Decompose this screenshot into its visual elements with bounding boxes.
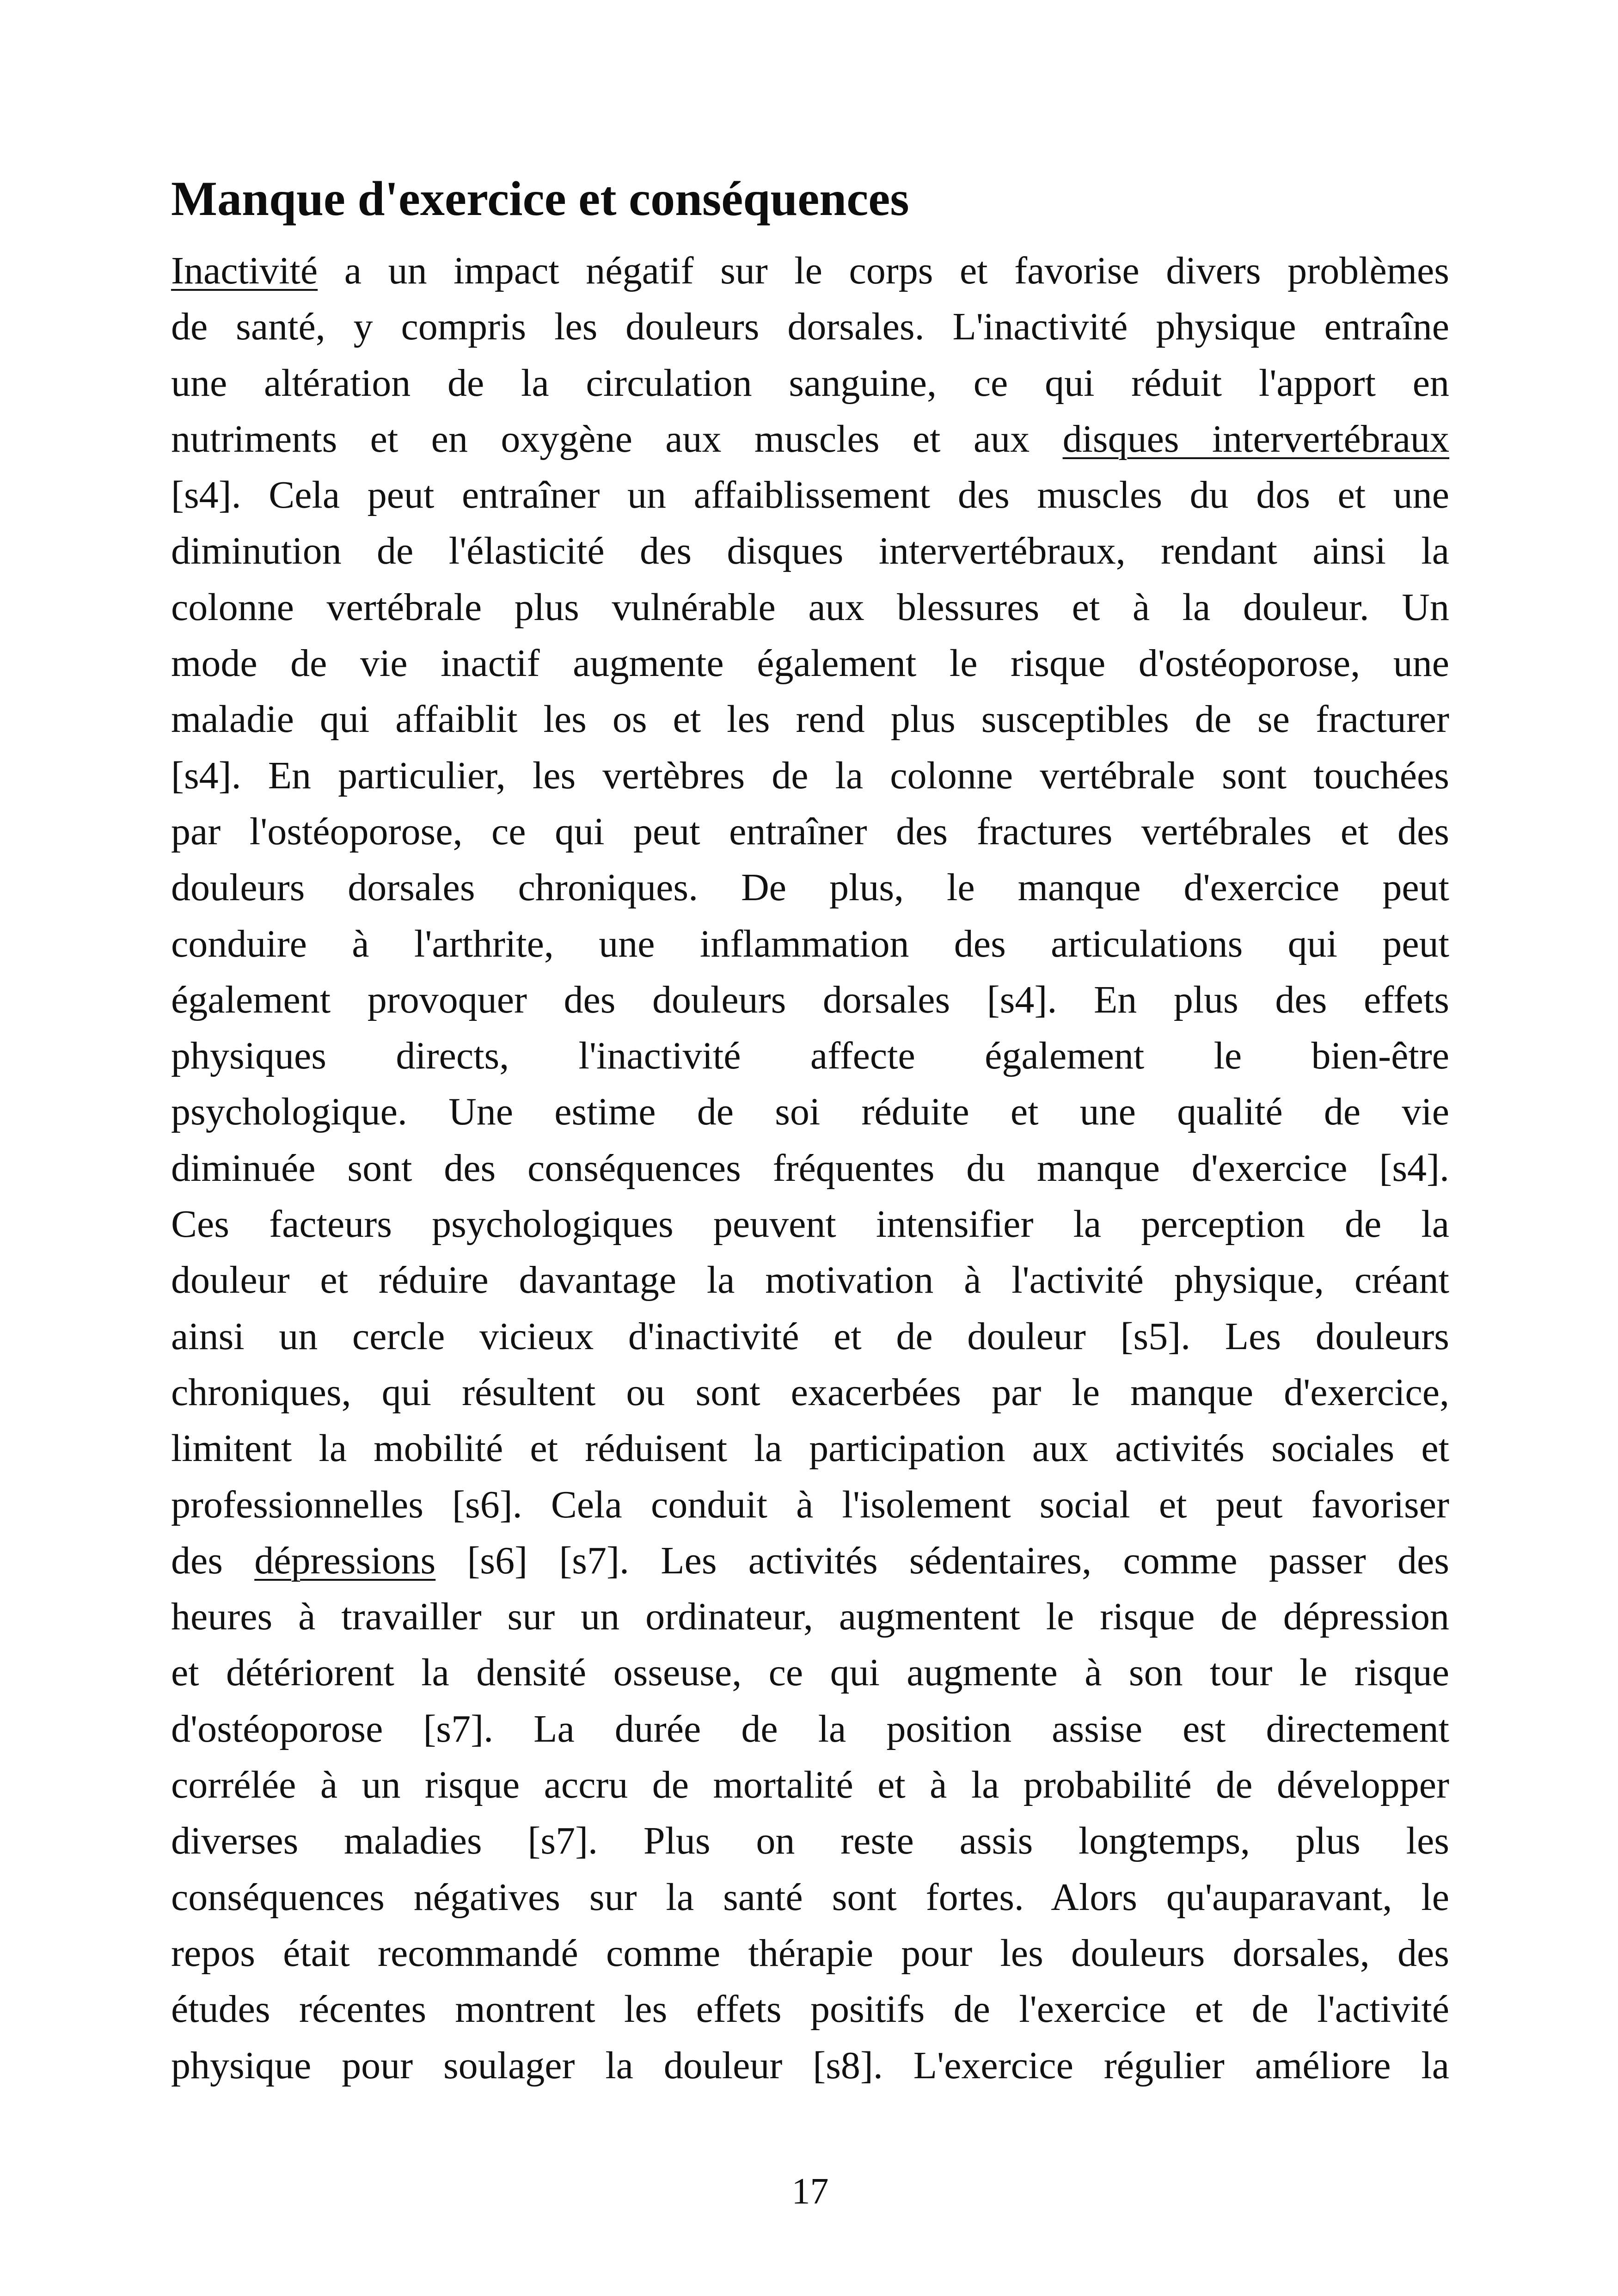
glossary-link[interactable]: disques intervertébraux <box>1062 417 1449 460</box>
text-run: Ces facteurs psychologiques peuvent intensifier la perception de la <box>171 1203 1449 1246</box>
text-run: diminution de l'élasticité des disques intervertébraux, rendant ainsi la <box>171 529 1449 573</box>
text-line <box>171 1140 1449 1196</box>
text-run: chroniques, qui résultent ou sont exacerbées par le manque d'exercice, <box>171 1370 1449 1414</box>
text-run: psychologique. Une estime de soi réduite et une qualité de vie <box>171 1090 1449 1134</box>
document-page <box>171 0 1449 2296</box>
text-run: repos était recommandé comme thérapie pour les douleurs dorsales, des <box>171 1931 1449 1975</box>
glossary-link[interactable]: Inactivité <box>171 249 318 292</box>
text-line <box>171 1757 1449 1813</box>
text-line <box>171 691 1449 747</box>
text-run: de santé, y compris les douleurs dorsales. L'inactivité physique entraîne <box>171 305 1449 349</box>
text-run: douleurs dorsales chroniques. De plus, le manque d'exercice peut <box>171 866 1449 909</box>
text-run: des <box>171 1539 255 1582</box>
text-run: par l'ostéoporose, ce qui peut entraîner des fractures vertébrales et des <box>171 810 1449 853</box>
section-heading: Manque d'exercice et conséquences <box>171 172 909 226</box>
text-line <box>171 1589 1449 1645</box>
text-line <box>171 1308 1449 1364</box>
text-run: limitent la mobilité et réduisent la participation aux activités sociales et <box>171 1427 1449 1470</box>
text-run: une altération de la circulation sanguine, ce qui réduit l'apport en <box>171 361 1449 405</box>
text-line <box>171 1420 1449 1476</box>
glossary-link[interactable]: dépressions <box>254 1539 436 1582</box>
text-run: nutriments et en oxygène aux muscles et aux <box>171 417 1063 460</box>
text-run: [s4]. En particulier, les vertèbres de la colonne vertébrale sont touchées <box>171 754 1449 797</box>
text-line <box>171 411 1449 467</box>
text-run: diverses maladies [s7]. Plus on reste assis longtemps, plus les <box>171 1819 1449 1863</box>
text-line <box>171 916 1449 972</box>
text-line <box>171 1813 1449 1869</box>
text-run: douleur et réduire davantage la motivation à l'activité physique, créant <box>171 1259 1449 1302</box>
text-run: heures à travailler sur un ordinateur, augmentent le risque de dépression <box>171 1595 1449 1639</box>
text-line <box>171 748 1449 804</box>
text-line <box>171 972 1449 1028</box>
text-run: physiques directs, l'inactivité affecte également le bien-être <box>171 1034 1449 1078</box>
text-line <box>171 804 1449 859</box>
text-run: ainsi un cercle vicieux d'inactivité et de douleur [s5]. Les douleurs <box>171 1314 1449 1358</box>
text-line <box>171 635 1449 691</box>
text-line <box>171 1981 1449 2037</box>
text-run: a un impact négatif sur le corps et favorise divers problèmes <box>318 249 1449 292</box>
text-line <box>171 243 1449 299</box>
text-run: diminuée sont des conséquences fréquentes du manque d'exercice [s4]. <box>171 1146 1449 1190</box>
text-line <box>171 859 1449 915</box>
text-line <box>171 2038 1449 2093</box>
text-run: professionnelles [s6]. Cela conduit à l'isolement social et peut favoriser <box>171 1483 1449 1526</box>
text-line <box>171 1252 1449 1308</box>
text-line <box>171 1084 1449 1140</box>
text-run: conduire à l'arthrite, une inflammation des articulations qui peut <box>171 922 1449 965</box>
text-run: et détériorent la densité osseuse, ce qui augmente à son tour le risque <box>171 1651 1449 1694</box>
text-run: études récentes montrent les effets positifs de l'exercice et de l'activité <box>171 1988 1449 2031</box>
page-number: 17 <box>791 2171 829 2212</box>
text-line <box>171 355 1449 411</box>
text-run: d'ostéoporose [s7]. La durée de la position assise est directement <box>171 1707 1449 1750</box>
text-run: mode de vie inactif augmente également le risque d'ostéoporose, une <box>171 642 1449 685</box>
text-run: physique pour soulager la douleur [s8]. L'exercice régulier améliore la <box>171 2044 1449 2087</box>
text-line <box>171 1196 1449 1252</box>
text-run: colonne vertébrale plus vulnérable aux blessures et à la douleur. Un <box>171 585 1449 629</box>
text-line <box>171 467 1449 523</box>
text-line <box>171 523 1449 579</box>
text-line <box>171 1477 1449 1533</box>
text-line <box>171 1869 1449 1925</box>
text-line <box>171 1701 1449 1757</box>
text-line <box>171 299 1449 355</box>
body-paragraph <box>171 243 1449 2093</box>
text-run: conséquences négatives sur la santé sont fortes. Alors qu'auparavant, le <box>171 1875 1449 1919</box>
text-line <box>171 1364 1449 1420</box>
text-line <box>171 1925 1449 1981</box>
text-run: également provoquer des douleurs dorsales [s4]. En plus des effets <box>171 978 1449 1021</box>
text-run: [s4]. Cela peut entraîner un affaiblissement des muscles du dos et une <box>171 473 1449 517</box>
text-line <box>171 1028 1449 1084</box>
text-run: maladie qui affaiblit les os et les rend plus susceptibles de se fracturer <box>171 698 1449 741</box>
text-run: [s6] [s7]. Les activités sédentaires, comme passer des <box>435 1539 1449 1582</box>
text-line <box>171 1533 1449 1589</box>
text-line <box>171 1645 1449 1701</box>
text-run: corrélée à un risque accru de mortalité et à la probabilité de développer <box>171 1763 1449 1807</box>
text-line <box>171 579 1449 635</box>
